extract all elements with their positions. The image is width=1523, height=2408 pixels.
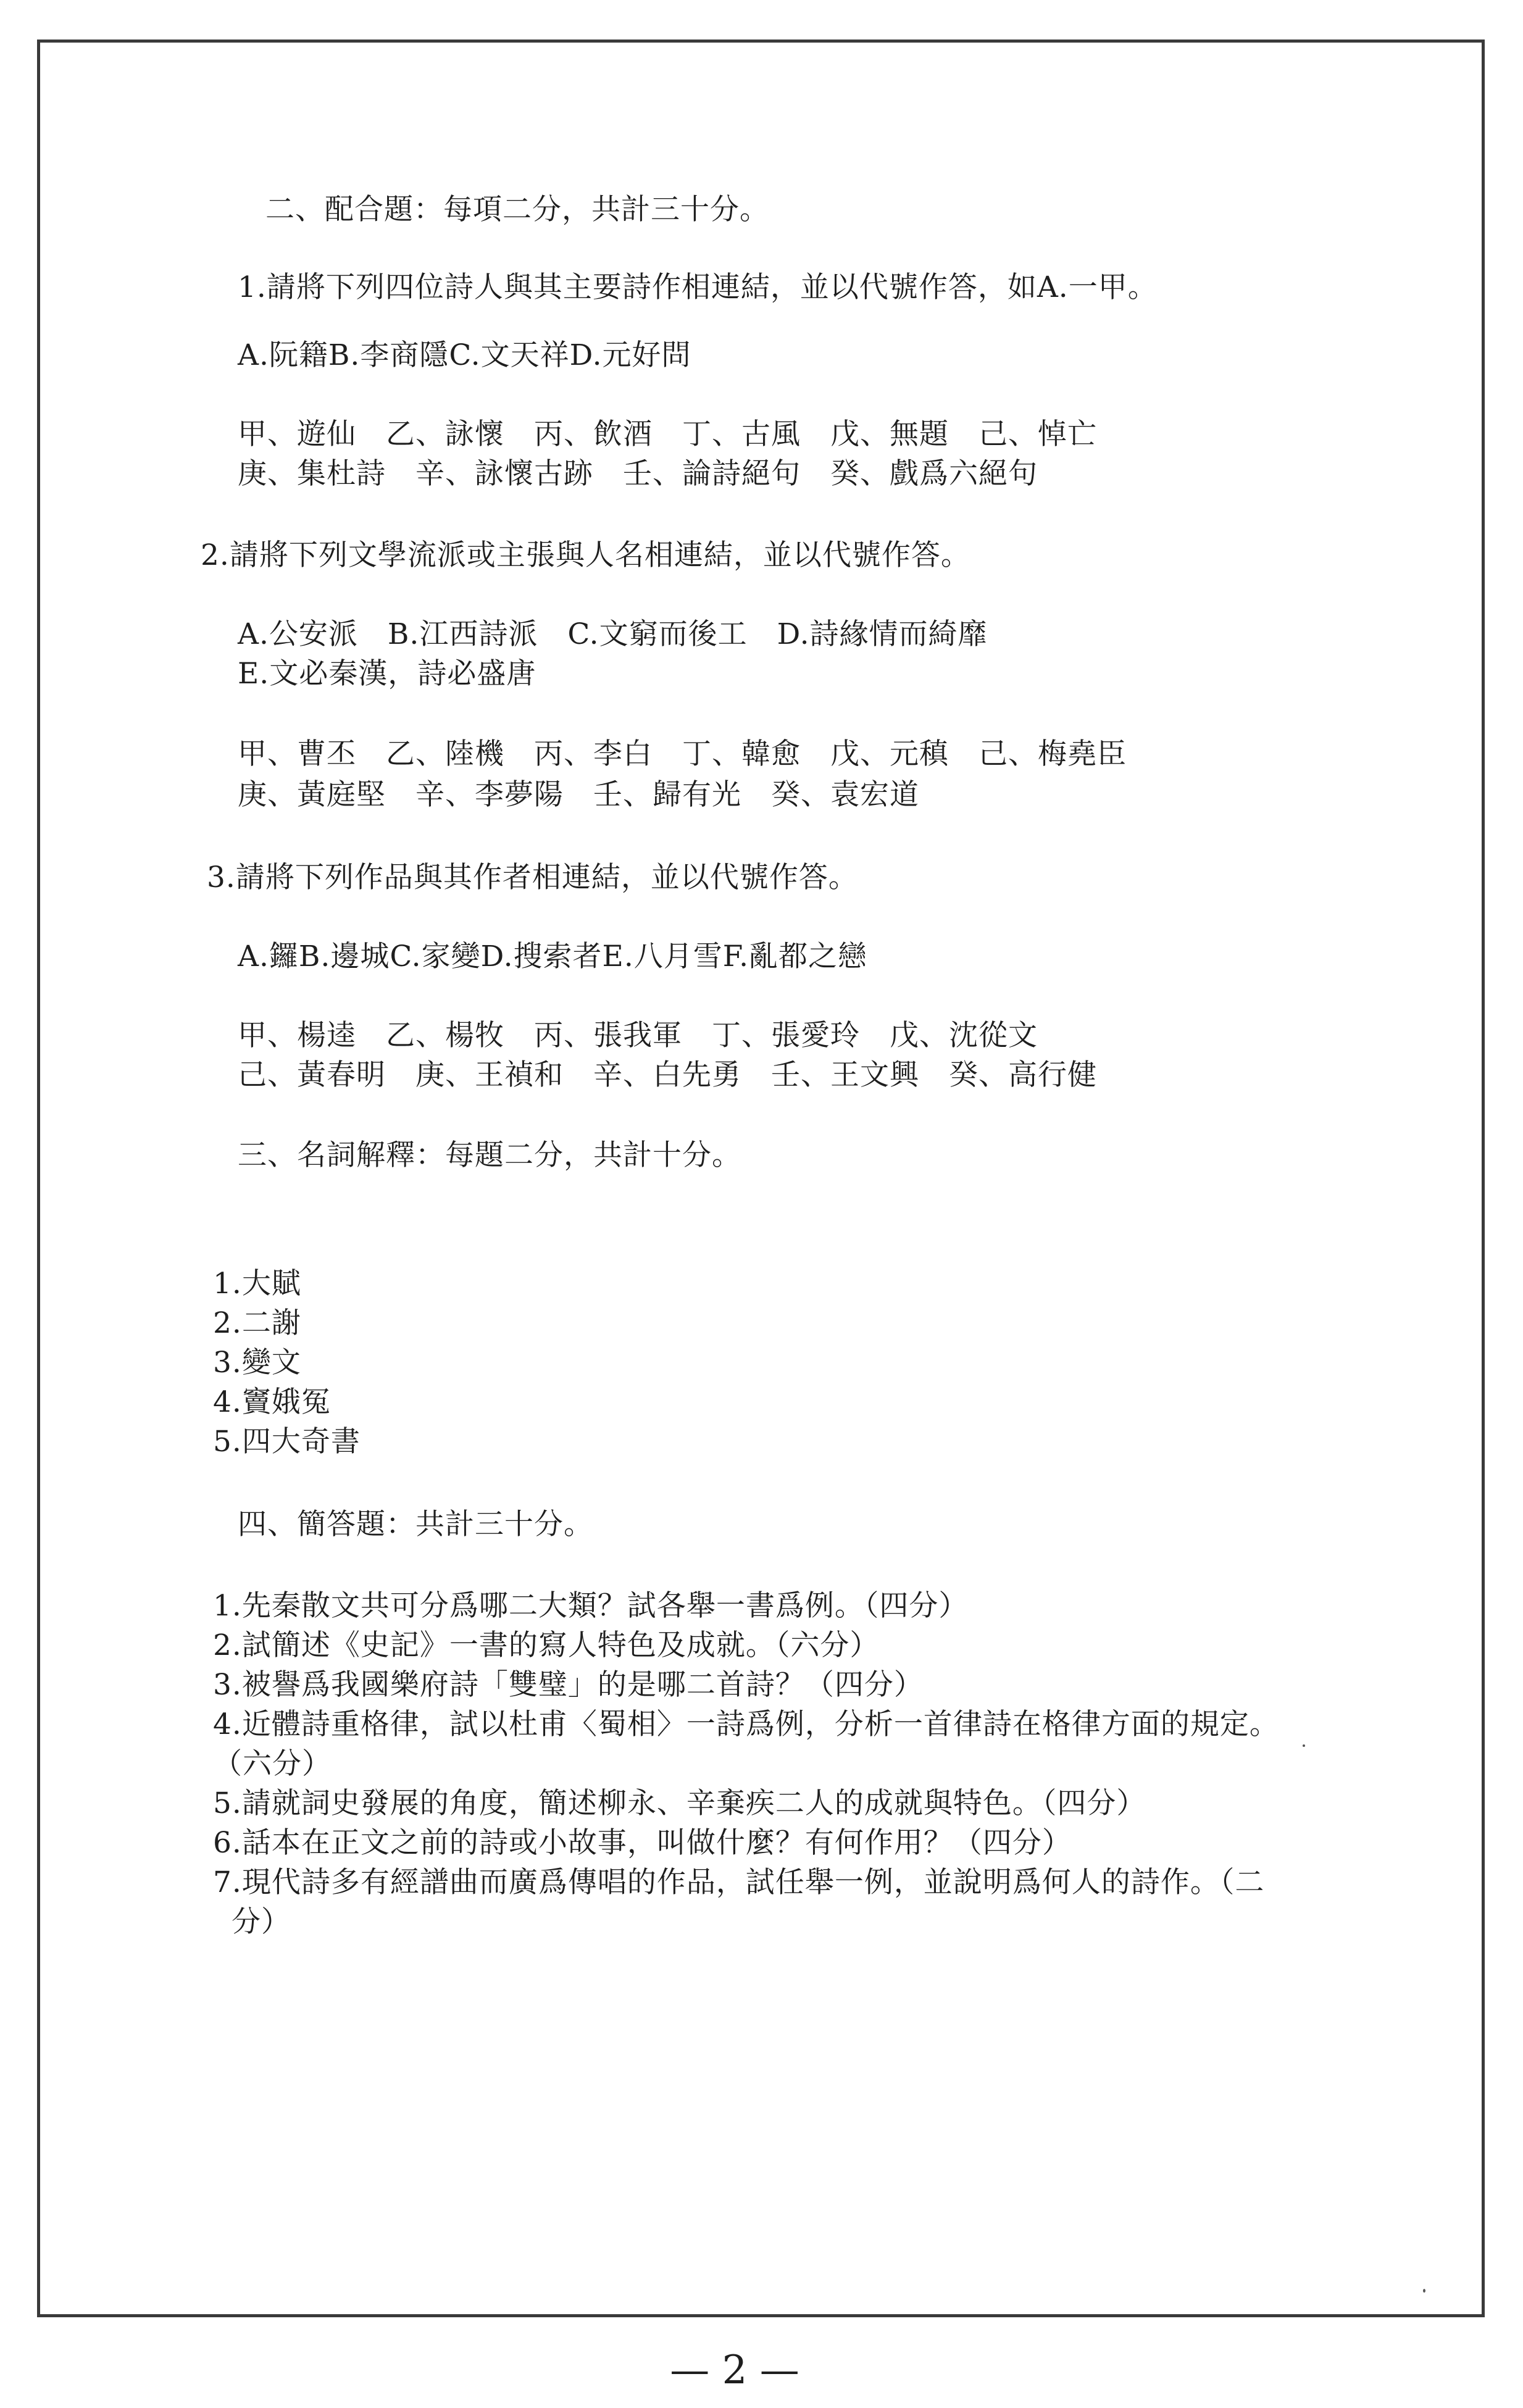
q2-options-line1: A.公安派 B.江西詩派 C.文窮而後工 D.詩緣情而綺靡 xyxy=(238,617,988,651)
q3-answers-line2: 己、黃春明 庚、王禎和 辛、白先勇 壬、王文興 癸、高行健 xyxy=(238,1058,1097,1092)
short-answer-item: 2.試簡述《史記》一書的寫人特色及成就。（六分） xyxy=(213,1628,880,1662)
term-item: 2.二謝 xyxy=(213,1306,301,1340)
q3-options: A.鑼B.邊城C.家變D.搜索者E.八月雪F.亂都之戀 xyxy=(238,939,868,973)
short-answer-item: 5.請就詞史發展的角度，簡述柳永、辛棄疾二人的成就與特色。（四分） xyxy=(213,1786,1146,1820)
term-item: 5.四大奇書 xyxy=(213,1425,361,1459)
short-answer-item: 1.先秦散文共可分爲哪二大類？試各舉一書爲例。（四分） xyxy=(213,1589,969,1623)
short-answer-item: 4.近體詩重格律，試以杜甫〈蜀相〉一詩爲例，分析一首律詩在格律方面的規定。 xyxy=(213,1707,1279,1741)
page-number: — 2 — xyxy=(670,2348,799,2393)
q1-answers-line2: 庚、集杜詩 辛、詠懷古跡 壬、論詩絕句 癸、戲爲六絕句 xyxy=(238,457,1038,491)
q2-options-line2: E.文必秦漢，詩必盛唐 xyxy=(238,657,536,691)
page-border xyxy=(37,40,1485,2317)
short-answer-item: 3.被譽爲我國樂府詩「雙璧」的是哪二首詩？（四分） xyxy=(213,1668,924,1702)
q2-answers-line2: 庚、黃庭堅 辛、李夢陽 壬、歸有光 癸、袁宏道 xyxy=(238,778,919,812)
short-answer-item-continued: 分） xyxy=(232,1905,291,1939)
q2-answers-line1: 甲、曹丕 乙、陸機 丙、李白 丁、韓愈 戊、元稹 己、梅堯臣 xyxy=(238,737,1127,771)
scan-speck xyxy=(1423,2289,1425,2293)
term-item: 3.變文 xyxy=(213,1346,301,1380)
section3-heading: 三、名詞解釋：每題二分，共計十分。 xyxy=(238,1138,741,1172)
short-answer-item: 6.話本在正文之前的詩或小故事，叫做什麼？有何作用？（四分） xyxy=(213,1826,1072,1860)
term-item: 1.大賦 xyxy=(213,1267,301,1301)
term-item: 4.竇娥冤 xyxy=(213,1385,331,1419)
short-answer-item: 7.現代詩多有經譜曲而廣爲傳唱的作品，試任舉一例，並說明爲何人的詩作。（二 xyxy=(213,1865,1265,1899)
scan-speck xyxy=(1303,1744,1305,1747)
section4-heading: 四、簡答題：共計三十分。 xyxy=(238,1507,593,1541)
q3-prompt: 3.請將下列作品與其作者相連結，並以代號作答。 xyxy=(207,860,858,894)
q2-prompt: 2.請將下列文學流派或主張與人名相連結，並以代號作答。 xyxy=(201,538,970,572)
q3-answers-line1: 甲、楊逵 乙、楊牧 丙、張我軍 丁、張愛玲 戊、沈從文 xyxy=(238,1019,1038,1052)
q1-answers-line1: 甲、遊仙 乙、詠懷 丙、飲酒 丁、古風 戊、無題 己、悼亡 xyxy=(238,417,1097,451)
short-answer-item-continued: （六分） xyxy=(213,1747,332,1781)
section2-heading: 二、配合題：每項二分，共計三十分。 xyxy=(265,193,769,227)
q1-prompt: 1.請將下列四位詩人與其主要詩作相連結，並以代號作答，如A.一甲。 xyxy=(238,270,1158,304)
q1-options: A.阮籍B.李商隱C.文天祥D.元好問 xyxy=(238,338,691,372)
